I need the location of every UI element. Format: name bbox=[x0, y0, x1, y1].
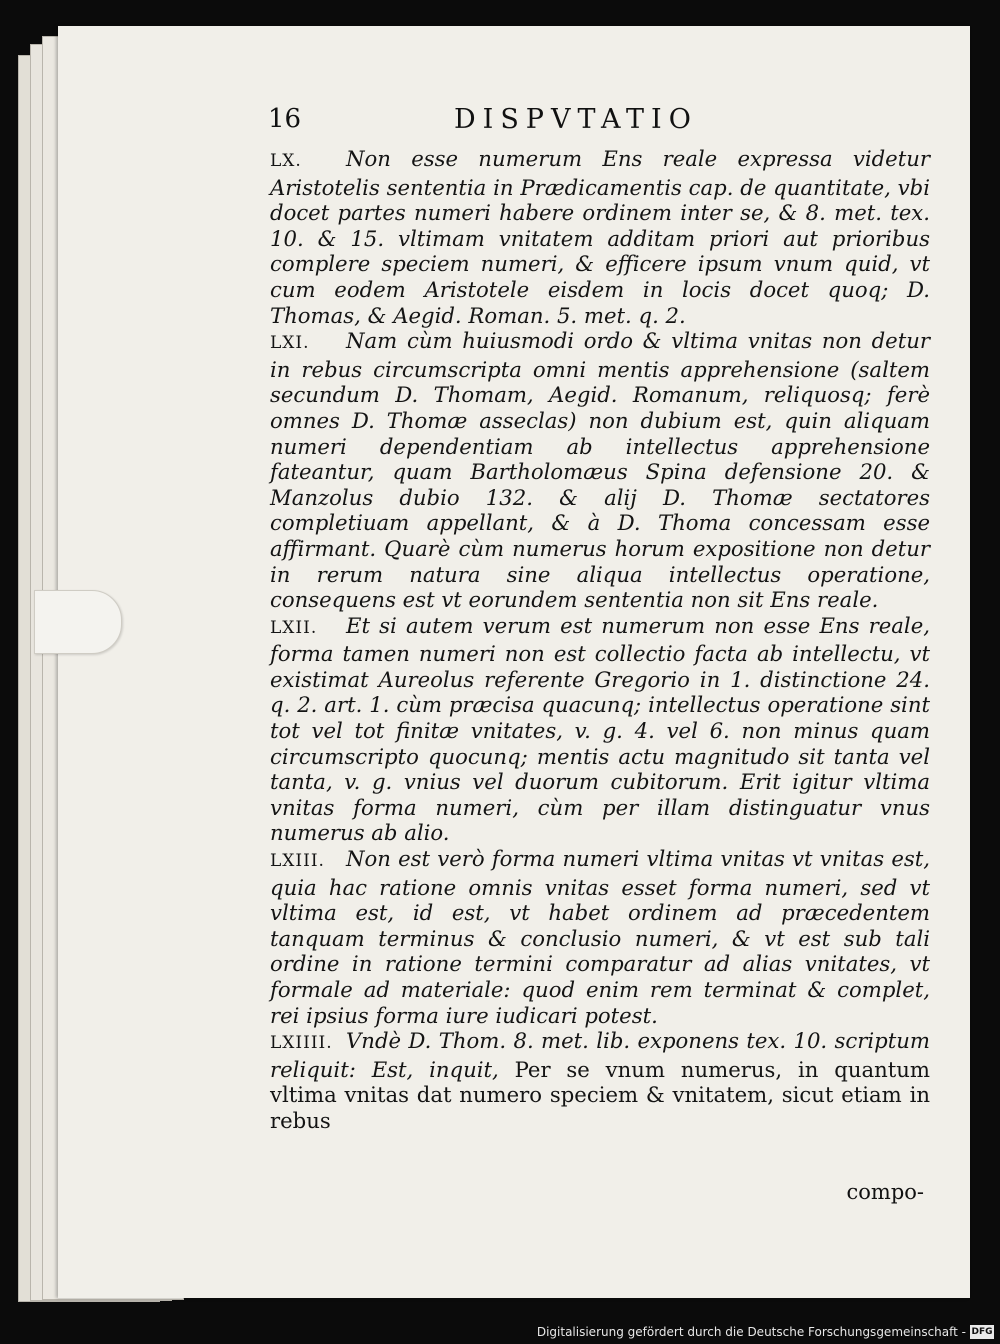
paragraph-number: LX. bbox=[270, 151, 302, 171]
paragraph-lxiii bbox=[270, 846, 930, 1028]
paragraph-text: Non est verò forma numeri vltima vnitas vt vnitas est, quia hac ratione omnis vnitas esset forma numeri, sed vt vltima est, id est, vt habet ordinem ad præcedentem tanquam terminus & conclusio numeri, & vt est sub tali ordine in ratione termini comparatur ad alias vnitates, vt formale ad materiale: quod enim rem terminat & complet, rei ipsius forma iure iudicari potest. bbox=[270, 846, 930, 1028]
quotation-text: Per se vnum numerus, in quantum vltima vnitas dat numero speciem & vnitatem, sicut etiam in rebus bbox=[270, 1056, 930, 1133]
page-clip bbox=[34, 590, 122, 654]
footer-credit: Digitalisierung gefördert durch die Deutsche Forschungsgemeinschaft - bbox=[536, 1325, 966, 1339]
running-head: DISPVTATIO bbox=[454, 104, 698, 135]
paragraph-text: Et si autem verum est numerum non esse Ens reale, forma tamen numeri non est collectio facta ab intellectu, vt existimat Aureolus referente Gregorio in 1. distinctione 24. q. 2. art. 1. cùm præcisa quacunq; intellectus operatione sint tot vel tot finitæ vnitates, v. g. 4. vel 6. non minus quam circumscripto quocunq; mentis actu magnitudo sit tanta vel tanta, v. g. vnius vel duorum cubitorum. Erit igitur vltima vnitas forma numeri, cùm per illam distinguatur vnus numerus ab alio. bbox=[270, 612, 930, 846]
paragraph-lxi bbox=[270, 328, 930, 613]
page-number: 16 bbox=[268, 104, 302, 134]
paragraph-lx bbox=[270, 146, 930, 328]
paragraph-text: Vndè D. Thom. 8. met. lib. exponens tex. 10. scriptum reliquit: Est, inquit, bbox=[270, 1028, 930, 1082]
dfg-logo: DFG bbox=[971, 1327, 993, 1337]
paragraph-text: Non esse numerum Ens reale expressa videtur Aristotelis sententia in Prædicamentis cap. de quantitate, vbi docet partes numeri habere ordinem inter se, & 8. met. tex. 10. & 15. vltimam vnitatem additam priori aut prioribus complere speciem numeri, & efficere ipsum vnum quid, vt cum eodem Aristotele eisdem in locis docet quoq; D. Thomas, & Aegid. Roman. 5. met. q. 2. bbox=[270, 146, 930, 328]
body-text bbox=[270, 146, 930, 1134]
page-header bbox=[268, 104, 948, 144]
paragraph-number: LXIIII. bbox=[270, 1033, 333, 1054]
paragraph-number: LXIII. bbox=[270, 851, 325, 872]
paragraph-number: LXII. bbox=[270, 617, 318, 638]
paragraph-number: LXI. bbox=[270, 333, 310, 354]
paragraph-lxiiii bbox=[270, 1028, 930, 1133]
paragraph-text: Nam cùm huiusmodi ordo & vltima vnitas non detur in rebus circumscripta omni mentis apprehensione (saltem secundum D. Thomam, Aegid. Romanum, reliquosq; ferè omnes D. Thomæ asseclas) non dubium est, quin aliquam numeri dependentiam ab intellectus apprehensione fateantur, quam Bartholomæus Spina defensione 20. & Manzolus dubio 132. & alij D. Thomæ sectatores completiuam appellant, & à D. Thoma concessam esse affirmant. Quarè cùm numerus horum expositione non detur in rerum natura sine aliqua intellectus operatione, consequens est vt eorundem sententia non sit Ens reale. bbox=[270, 328, 930, 613]
paragraph-lxii bbox=[270, 613, 930, 846]
catchword: compo- bbox=[846, 1180, 924, 1204]
